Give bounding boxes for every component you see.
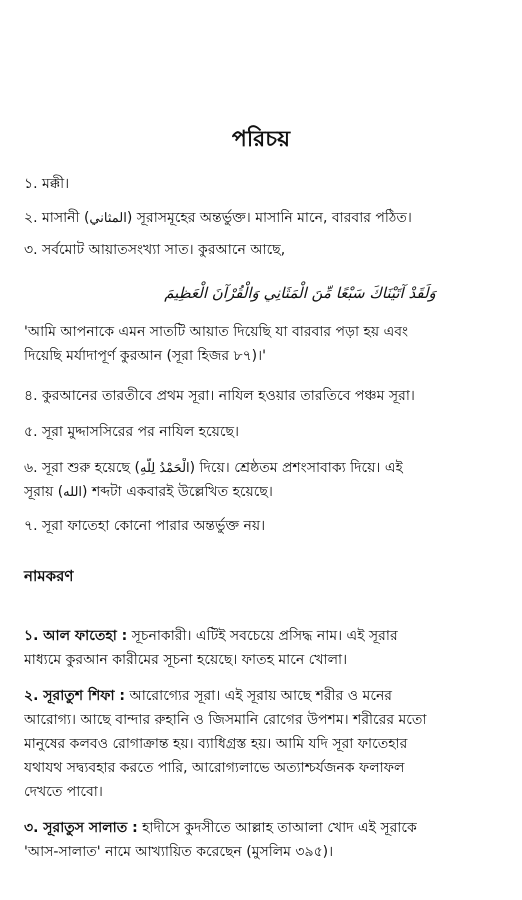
intro-item-6-line-2 [24,482,514,503]
intro-item-4: ৪. কুরআনের তারতীবে প্রথম সূরা। নাযিল হওয়ার তারতিবে পঞ্চম সূরা। [24,388,415,404]
intro-item-2-text-a: ২. মাসানী ( [24,210,90,226]
intro-item-2 [24,208,514,229]
arabic-word-alhamdulillah: الْحَمْدُ لِلَّهِ [139,461,190,476]
intro-item-6-text-c: সূরায় ( [24,484,64,500]
naming-item-1-label: ১. আল ফাতেহা : [24,628,128,644]
verse-translation-line-2: দিয়েছি মর্যাদাপূর্ণ কুরআন (সূরা হিজর ৮৭)।' [24,348,266,364]
arabic-word-masani: المثاني [89,211,127,226]
intro-item-1: ১. মক্কী। [24,176,70,192]
intro-item-3: ৩. সর্বমোট আয়াতসংখ্যা সাত। কুরআনে আছে, [24,242,286,258]
intro-item-5: ৫. সূরা মুদ্দাসসিরের পর নাযিল হয়েছে। [24,424,239,440]
naming-item-3-text: হাদীসে কুদসীতে আল্লাহ তাআলা খোদ এই সূরাকে [137,820,417,836]
naming-item-2-line-1 [24,686,514,706]
arabic-verse: وَلَقَدْ آتَيْنَاكَ سَبْعًا مِّنَ الْمَثَانِي وَالْقُرْآنَ الْعَظِيمَ [164,284,436,302]
naming-item-2-line-3: মানুষের কলবও রোগাক্রান্ত হয়। ব্যাধিগ্রস্ত হয়। আমি যদি সূরা ফাতেহার [24,736,408,752]
naming-item-3-label: ৩. সূরাতুস সালাত : [24,820,138,836]
arabic-word-allah: الله [63,485,83,500]
intro-item-6-line-1 [24,458,514,479]
naming-item-1-line-2: মাধ্যমে কুরআন কারীমের সূচনা হয়েছে। ফাতহ মানে খোলা। [24,652,348,668]
intro-item-6-text-d: ) শব্দটা একবারই উল্লেখিত হয়েছে। [82,484,273,500]
intro-item-2-text-b: ) সূরাসমূহের অন্তর্ভুক্ত। মাসানি মানে, বারবার পঠিত। [126,210,412,226]
naming-item-1-line-1 [24,626,514,646]
section-heading-naming: নামকরণ [24,567,74,585]
intro-item-6-text-b: ) দিয়ে। শ্রেষ্ঠতম প্রশংসাবাক্য দিয়ে। এই [189,460,403,476]
naming-item-2-line-5: দেখতে পাবো। [24,784,103,800]
naming-item-3-line-1 [24,818,514,838]
naming-item-2-line-4: যথাযথ সদ্ব্যবহার করতে পারি, আরোগ্যলাভে অত্যাশ্চর্যজনক ফলাফল [24,760,405,776]
page-title: পরিচয় [231,127,291,152]
intro-item-7: ৭. সূরা ফাতেহা কোনো পারার অন্তর্ভুক্ত নয়। [24,518,266,534]
naming-item-2-text: আরোগ্যের সূরা। এই সূরায় আছে শরীর ও মনের [125,688,393,704]
intro-item-6-text-a: ৬. সূরা শুরু হয়েছে ( [24,460,140,476]
naming-item-1-text: সূচনাকারী। এটিই সবচেয়ে প্রসিদ্ধ নাম। এই সূরার [127,628,398,644]
naming-item-2-line-2: আরোগ্য। আছে বান্দার রুহানি ও জিসমানি রোগের উপশম। শরীরের মতো [24,712,427,728]
naming-item-2-label: ২. সূরাতুশ শিফা : [24,688,126,704]
naming-item-3-line-2: 'আস-সালাত' নামে আখ্যায়িত করেছেন (মুসলিম ৩৯৫)। [24,844,334,860]
verse-translation-line-1: 'আমি আপনাকে এমন সাতটি আয়াত দিয়েছি যা বারবার পড়া হয় এবং [24,324,409,340]
